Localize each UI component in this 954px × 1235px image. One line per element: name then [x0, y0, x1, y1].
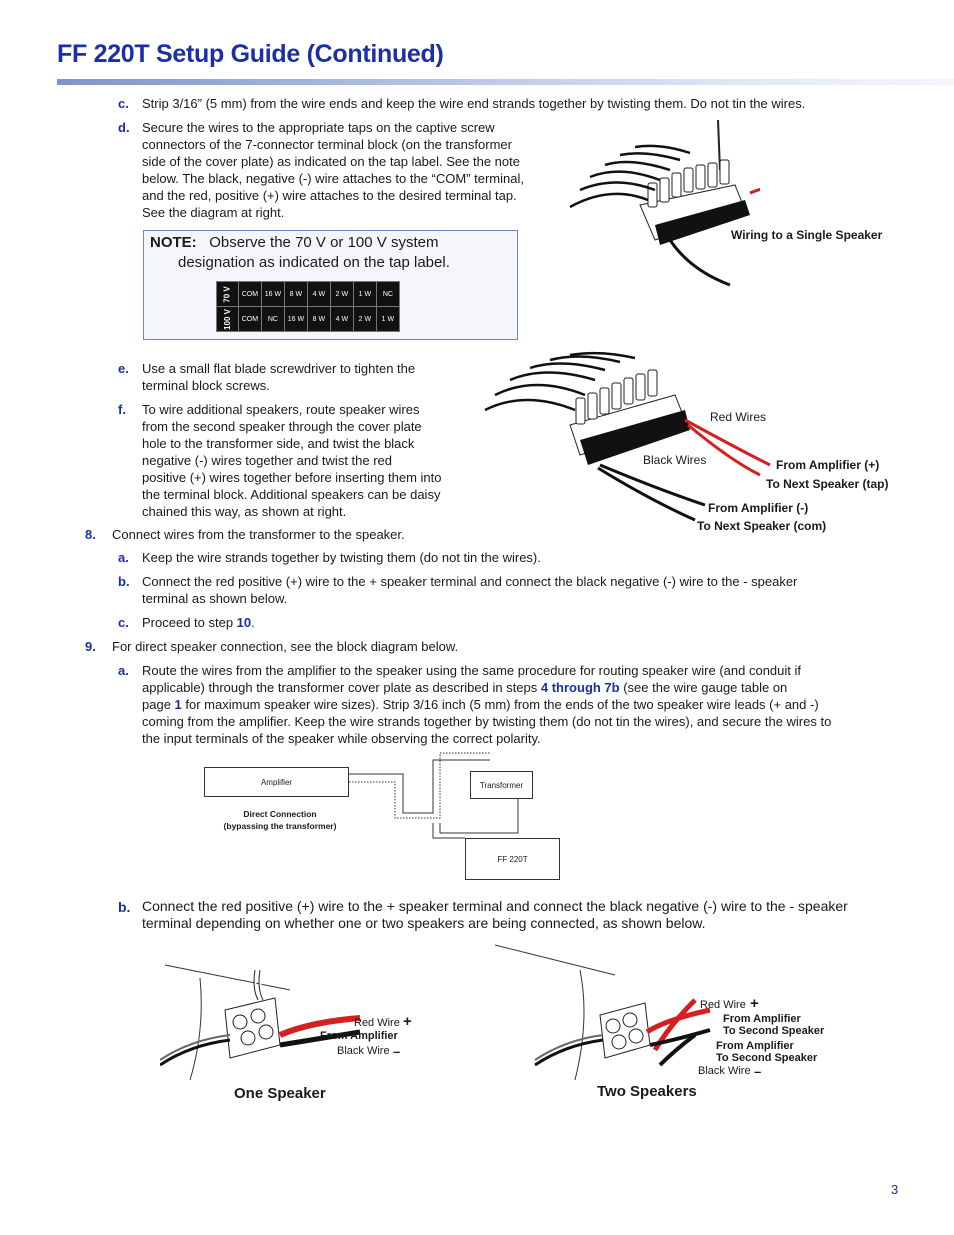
tap-row-70-label: 70 V [217, 282, 239, 307]
to-next-tap-label: To Next Speaker (tap) [766, 477, 889, 491]
step-9-number: 9. [85, 639, 96, 654]
two-black-wire-label: Black Wire [698, 1065, 751, 1077]
two-plus-sign: + [750, 995, 759, 1012]
red-wires-label: Red Wires [710, 410, 767, 424]
step-e-label: e. [118, 361, 129, 376]
two-to-second-2-label: To Second Speaker [716, 1052, 818, 1064]
step-8-text: Connect wires from the transformer to the speaker. [112, 527, 405, 542]
step-9-text: For direct speaker connection, see the block diagram below. [112, 639, 459, 654]
speaker-box: FF 220T [465, 838, 560, 880]
step-8c-text: Proceed to step 10. [142, 615, 255, 630]
two-from-amp-2-label: From Amplifier [716, 1040, 794, 1052]
step-9b-text: Connect the red positive (+) wire to the + speaker terminal and connect the black negative (-) wire to the - speaker terminal depending on whether one or two speakers are being connected, as shown below. [142, 898, 848, 931]
step-c-text: Strip 3/16” (5 mm) from the wire ends and keep the wire end strands together by twisting them. Do not tin the wires. [142, 96, 806, 111]
step-8a-text: Keep the wire strands together by twisting them (do not tin the wires). [142, 550, 541, 565]
to-next-com-label: To Next Speaker (com) [697, 519, 827, 533]
title-rule [57, 79, 954, 85]
one-speaker-caption: One Speaker [234, 1085, 326, 1102]
one-red-wire-label: Red Wire [354, 1017, 400, 1029]
step-f-label: f. [118, 402, 126, 417]
step-c-label: c. [118, 96, 129, 111]
one-minus-sign: – [393, 1044, 401, 1059]
two-minus-sign: – [754, 1064, 762, 1079]
step-f-text: To wire additional speakers, route speaker wires from the second speaker through the cover plate hole to the transformer side, and twist the black negative (-) wires together and twist the red positive (+) wires together before inserting them into the terminal block. Additional speakers can be daisy chained this way, as shown at right. [142, 402, 442, 519]
step-9a-label: a. [118, 663, 129, 678]
note-text: NOTE: Observe the 70 V or 100 V system designation as indicated on the tap label. [150, 234, 450, 271]
one-plus-sign: + [403, 1013, 412, 1030]
step-8b-text: Connect the red positive (+) wire to the + speaker terminal and connect the black negative (-) wire to the - speaker terminal as shown below. [142, 574, 798, 606]
daisy-chain-wiring-figure [480, 350, 880, 530]
two-to-second-1-label: To Second Speaker [723, 1025, 825, 1037]
two-speakers-figure [495, 940, 725, 1080]
from-amp-pos-label: From Amplifier (+) [776, 458, 880, 472]
page-1-link[interactable]: 1 [174, 697, 182, 712]
steps-4-7b-link[interactable]: 4 through 7b [540, 680, 620, 695]
amplifier-box: Amplifier [204, 767, 349, 797]
from-amp-neg-label: From Amplifier (-) [708, 501, 809, 515]
step-9b-label: b. [118, 899, 131, 915]
tap-row-100-label: 100 V [217, 307, 239, 332]
step-d-label: d. [118, 120, 130, 135]
one-black-wire-label: Black Wire [337, 1045, 390, 1057]
step-10-link[interactable]: 10 [236, 615, 252, 630]
step-e-text: Use a small flat blade screwdriver to tighten the terminal block screws. [142, 361, 416, 393]
step-8c-label: c. [118, 615, 129, 630]
single-speaker-caption: Wiring to a Single Speaker [731, 228, 883, 242]
page-number: 3 [891, 1182, 899, 1197]
two-from-amp-1-label: From Amplifier [723, 1013, 801, 1025]
page-title: FF 220T Setup Guide (Continued) [57, 40, 444, 68]
step-d-text: Secure the wires to the appropriate taps on the captive screw connectors of the 7-connector terminal block (on the transformer side of the cover plate) as indicated on the tap label. See the note below. The black, negative (-) wire attaches to the “COM” terminal, and the red, positive (+) wire attaches to the desired terminal tap. See the diagram at right. [142, 120, 524, 220]
single-speaker-wiring-figure [560, 115, 760, 295]
two-red-wire-label: Red Wire [700, 999, 746, 1011]
black-wires-label: Black Wires [643, 453, 707, 467]
note-box [143, 230, 518, 340]
one-from-amp-label: From Amplifier [320, 1030, 398, 1042]
two-speakers-caption: Two Speakers [597, 1083, 697, 1100]
step-8-number: 8. [85, 527, 96, 542]
step-9a-text: Route the wires from the amplifier to the speaker using the same procedure for routing speaker wire (and conduit if applicable) through the transformer cover plate as described in steps 4 through 7b (see the wire gauge table on page 1 for maximum speaker wire sizes). Strip 3/16 inch (5 mm) from the ends of the two speaker wire leads (+ and -) coming from the amplifier. Keep the wire strands together by twisting them (do not tin the wires), and secure the wires to the input terminals of the speaker while observing the correct polarity. [142, 663, 832, 746]
transformer-box: Transformer [470, 771, 533, 799]
tap-label-table: 70 V COM 16 W 8 W 4 W 2 W 1 W NC 100 V COM NC 16 W 8 W 4 W 2 W 1 W [216, 281, 400, 332]
step-8b-label: b. [118, 574, 130, 589]
direct-connection-label: Direct Connection (bypassing the transformer) [223, 809, 337, 831]
step-8a-label: a. [118, 550, 129, 565]
